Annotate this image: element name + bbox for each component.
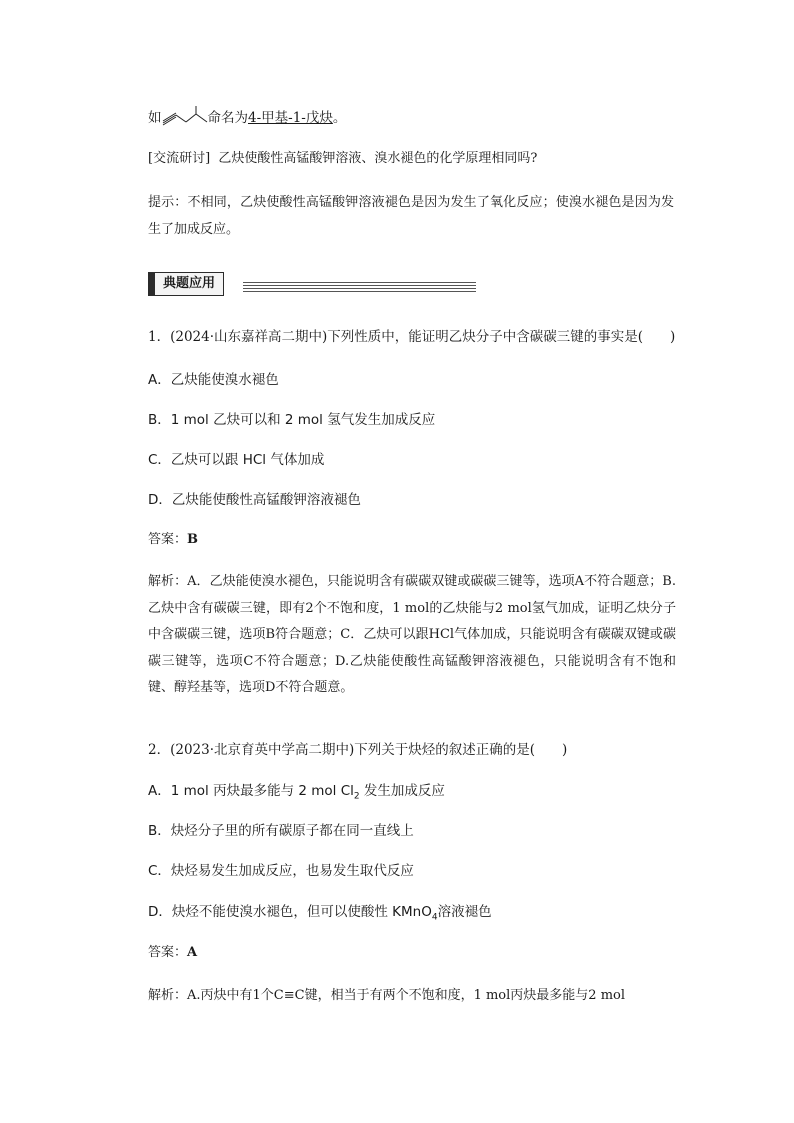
q2-option-d <box>148 902 492 928</box>
q1-explanation: 解析：A．乙炔能使溴水褪色，只能说明含有碳碳双键或碳碳三键等，选项A不符合题意；B.乙炔中含有碳碳三键，即有2个不饱和度，1 mol的乙炔能与2 mol氢气加成，证明乙炔分子中含碳碳三键，选项B符合题意；C．乙炔可以跟HCl气体加成，只能说明含有碳碳双键或碳碳三键等，选项C不符合题意；D.乙炔能使酸性高锰酸钾溶液褪色，只能说明含有不饱和键、醇羟基等，选项D不符合题意。 <box>148 574 676 695</box>
intro-line <box>148 106 346 128</box>
section-title: 典题应用 <box>155 272 224 296</box>
skeletal-structure-4-methyl-1-pentyne <box>162 106 208 126</box>
q2-answer-label: 答案： <box>148 945 188 960</box>
heading-bar <box>148 272 155 296</box>
q2-option-a-text: A．1 mol 丙炔最多能与 2 mol Cl <box>148 783 354 799</box>
q2-option-c: C．炔烃易发生加成反应，也易发生取代反应 <box>148 863 414 879</box>
hint-paragraph: 提示：不相同，乙炔使酸性高锰酸钾溶液褪色是因为发生了氧化反应；使溴水褪色是因为发生了加成反应。 <box>148 195 674 237</box>
q2-option-b: B．炔烃分子里的所有碳原子都在同一直线上 <box>148 823 414 839</box>
q2-option-a-sub: 2 <box>353 791 360 802</box>
discussion-line <box>148 149 537 169</box>
q2-stem: 2．(2023·北京育英中学高二期中)下列关于炔烃的叙述正确的是( ) <box>148 742 568 758</box>
discussion-question: 乙炔使酸性高锰酸钾溶液、溴水褪色的化学原理相同吗? <box>218 151 538 166</box>
q2-explanation: 解析：A.丙炔中有1个C≡C键，相当于有两个不饱和度，1 mol丙炔最多能与2 mol <box>148 988 626 1003</box>
intro-prefix: 如 <box>148 110 162 126</box>
compound-name: 4-甲基-1-戊炔 <box>248 110 333 126</box>
q2-option-d-tail: 溶液褪色 <box>437 904 492 920</box>
q1-answer-value: B <box>187 532 199 547</box>
q1-option-c: C．乙炔可以跟 HCl 气体加成 <box>148 452 325 468</box>
q2-option-a <box>148 781 445 807</box>
intro-end: 。 <box>332 110 347 126</box>
q1-option-a: A．乙炔能使溴水褪色 <box>148 372 279 388</box>
q1-answer <box>148 530 198 550</box>
section-heading <box>148 272 224 296</box>
q2-option-d-text: D．炔烃不能使溴水褪色，但可以使酸性 KMnO <box>148 904 432 920</box>
q1-option-d: D．乙炔能使酸性高锰酸钾溶液褪色 <box>148 492 361 508</box>
q2-answer <box>148 943 197 963</box>
q2-answer-value: A <box>187 945 198 960</box>
q1-option-b: B．1 mol 乙炔可以和 2 mol 氢气发生加成反应 <box>148 412 436 428</box>
q1-stem: 1．(2024·山东嘉祥高二期中)下列性质中，能证明乙炔分子中含碳碳三键的事实是( ) <box>148 329 676 345</box>
q1-answer-label: 答案： <box>148 532 188 547</box>
discussion-tag: [交流研讨] <box>148 151 211 166</box>
q2-option-a-tail: 发生加成反应 <box>359 783 445 799</box>
intro-suffix: 命名为 <box>207 110 248 126</box>
q2-option-d-sub: 4 <box>431 912 438 923</box>
heading-rules <box>243 282 476 296</box>
